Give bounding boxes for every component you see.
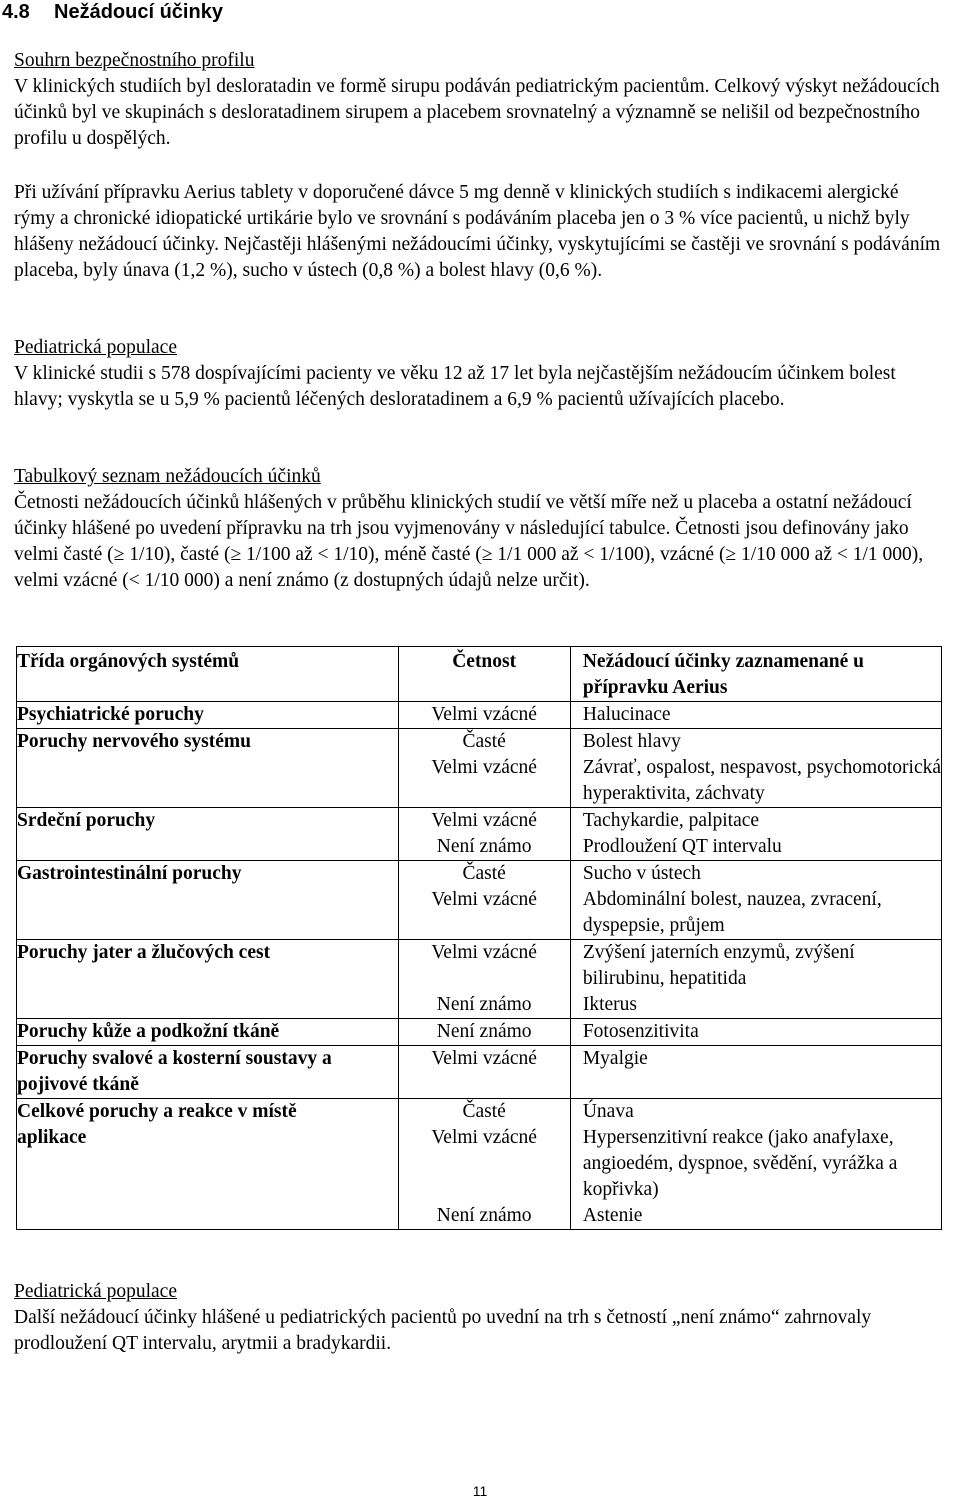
safety-summary [14,48,944,152]
effects-cell [570,1019,941,1046]
soc-cell: Gastrointestinální poruchy [17,861,399,940]
effect-line: Prodloužení QT intervalu [582,836,782,857]
effect-line: Halucinace [582,704,671,725]
table-row [17,1046,942,1099]
effect-line: Únava [582,1101,634,1122]
table-row [17,729,942,808]
frequency-line: Není známo [436,994,532,1015]
effect-line: Tachykardie, palpitace [582,810,760,831]
frequency-line [399,781,570,807]
frequency-line: Časté [462,731,506,752]
tabular-list-paragraph: Četnosti nežádoucích účinků hlášených v průběhu klinických studií ve větší míře než u placeba a ostatní nežádoucí účinky hlášené po uvedení přípravku na trh jsou vyjmenovány v následující tabulce. Četnosti jsou definovány jako velmi časté (≥ 1/10), časté (≥ 1/100 až < 1/10), méně časté (≥ 1/1 000 až < 1/100), vzácné (≥ 1/10 000 až < 1/1 000), velmi vzácné (< 1/10 000) a není známo (z dostupných údajů nelze určit). [14,492,924,591]
table-row [17,940,942,1019]
frequency-line: Velmi vzácné [431,757,537,778]
effect-line: Fotosenzitivita [582,1021,699,1042]
soc-cell: Srdeční poruchy [17,808,399,861]
frequency-line: Není známo [436,836,532,857]
aerius-tablets-paragraph: Při užívání přípravku Aerius tablety v doporučené dávce 5 mg denně v klinických studiích s indikacemi alergické rýmy a chronické idiopatické urtikárie bylo ve srovnání s podáváním placeba jen o 3 % více pacientů, u nichž byly hlášeny nežádoucí účinky. Nejčastěji hlášenými nežádoucími účinky, vyskytujícími se častěji ve srovnání s podáváním placeba, byly únava (1,2 %), sucho v ústech (0,8 %) a bolest hlavy (0,6 %). [14,182,941,281]
header-effects: Nežádoucí účinky zaznamenané u přípravku Aerius [570,647,941,702]
frequency-line: Velmi vzácné [431,889,537,910]
frequency-cell [398,1046,570,1099]
effect-line: Hypersenzitivní reakce (jako anafylaxe, [582,1127,894,1148]
header-frequency: Četnost [398,647,570,702]
section-number: 4.8 [2,1,30,23]
frequency-line: Velmi vzácné [431,704,537,725]
section-heading [2,1,602,24]
effect-line: Závrať, ospalost, nespavost, psychomotorická [582,757,941,778]
header-soc: Třída orgánových systémů [17,647,399,702]
frequency-cell [398,1019,570,1046]
effect-line: Sucho v ústech [582,863,701,884]
table-row [17,861,942,940]
effect-line: kopřivka) [582,1179,659,1200]
tabular-list-section [14,464,944,594]
frequency-cell [398,702,570,729]
effect-line: Myalgie [582,1048,648,1069]
pediatric-population-2 [14,1279,944,1357]
adverse-effects-table [16,646,942,1230]
frequency-cell [398,808,570,861]
frequency-cell [398,861,570,940]
frequency-line: Není známo [436,1205,532,1226]
frequency-line: Velmi vzácné [431,942,537,963]
frequency-line: Velmi vzácné [431,810,537,831]
page-number: 11 [472,1483,488,1499]
effects-cell [570,1099,941,1230]
tabular-list-heading: Tabulkový seznam nežádoucích účinků [14,466,321,487]
effects-cell [570,1046,941,1099]
frequency-cell [398,729,570,808]
soc-cell: Poruchy nervového systému [17,729,399,808]
table-header-row [17,647,942,702]
pediatric-paragraph-1: V klinické studii s 578 dospívajícími pacienty ve věku 12 až 17 let byla nejčastějším nežádoucím účinkem bolest hlavy; vyskytla se u 5,9 % pacientů léčených desloratadinem a 6,9 % pacientů užívajících placebo. [14,363,896,410]
effect-line: Ikterus [582,994,637,1015]
frequency-line: Časté [462,1101,506,1122]
frequency-line: Velmi vzácné [431,1127,537,1148]
section-title: Nežádoucí účinky [54,1,223,23]
effect-line: Abdominální bolest, nauzea, zvracení, [582,889,882,910]
aerius-tablets-paragraph-block [14,180,944,284]
safety-summary-heading: Souhrn bezpečnostního profilu [14,50,255,71]
frequency-line [399,966,570,992]
soc-cell: Psychiatrické poruchy [17,702,399,729]
effect-line: Bolest hlavy [582,731,681,752]
soc-cell: Poruchy svalové a kosterní soustavy a pojivové tkáně [17,1046,399,1099]
pediatric-heading-2: Pediatrická populace [14,1281,177,1302]
effect-line: Astenie [582,1205,643,1226]
safety-summary-paragraph: V klinických studiích byl desloratadin ve formě sirupu podáván pediatrickým pacientům. Celkový výskyt nežádoucích účinků byl ve skupinách s desloratadinem sirupem a placebem srovnatelný a významně se nelišil od bezpečnostního profilu u dospělých. [14,76,940,149]
soc-cell: Poruchy kůže a podkožní tkáně [17,1019,399,1046]
table-row [17,1099,942,1230]
effect-line: hyperaktivita, záchvaty [582,783,765,804]
frequency-cell [398,940,570,1019]
table-row [17,808,942,861]
frequency-line [399,1151,570,1177]
table-row [17,702,942,729]
pediatric-paragraph-2: Další nežádoucí účinky hlášené u pediatrických pacientů po uvední na trh s četností „není známo“ zahrnovaly prodloužení QT intervalu, arytmii a bradykardii. [14,1307,872,1354]
effect-line: angioedém, dyspnoe, svědění, vyrážka a [582,1153,898,1174]
pediatric-population-1 [14,335,944,413]
effect-line: Zvýšení jaterních enzymů, zvýšení [582,942,855,963]
pediatric-heading-1: Pediatrická populace [14,337,177,358]
soc-cell: Celkové poruchy a reakce v místě aplikace [17,1099,399,1230]
table-row [17,1019,942,1046]
frequency-cell [398,1099,570,1230]
soc-cell: Poruchy jater a žlučových cest [17,940,399,1019]
frequency-line [399,913,570,939]
frequency-line: Není známo [436,1021,532,1042]
effects-cell [570,861,941,940]
frequency-line: Velmi vzácné [431,1048,537,1069]
frequency-line: Časté [462,863,506,884]
effect-line: dyspepsie, průjem [582,915,725,936]
effects-cell [570,940,941,1019]
effects-cell [570,702,941,729]
effect-line: bilirubinu, hepatitida [582,968,747,989]
frequency-line [399,1177,570,1203]
effects-cell [570,729,941,808]
effects-cell [570,808,941,861]
